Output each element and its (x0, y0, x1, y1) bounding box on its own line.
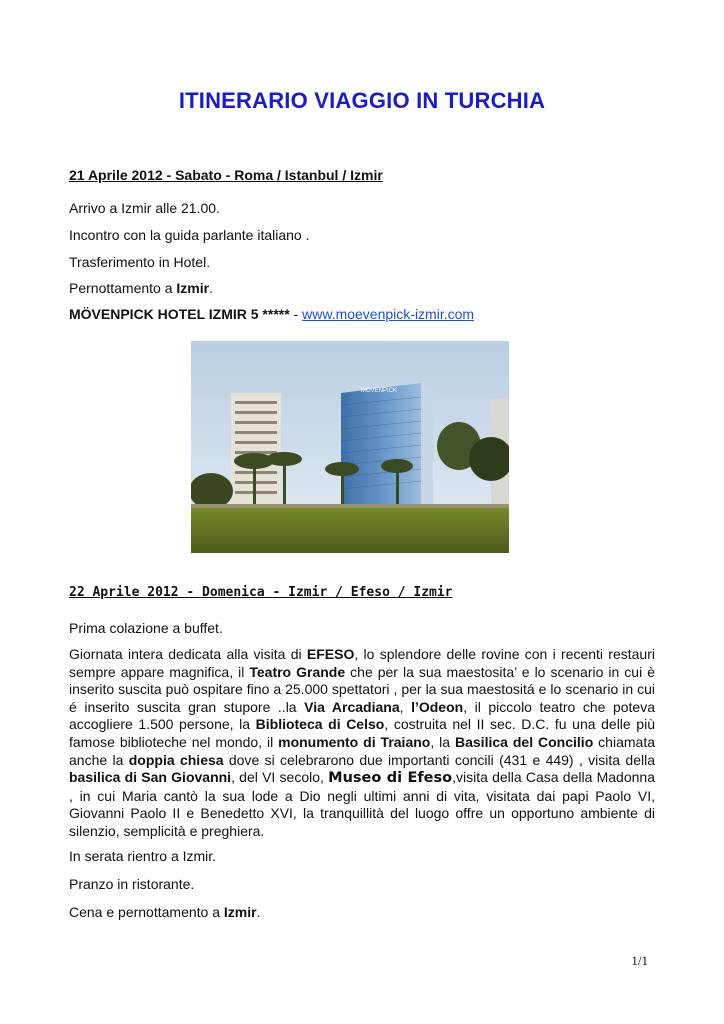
hotel-separator: - (289, 306, 303, 322)
day1-transfer: Trasferimento in Hotel. (69, 254, 211, 270)
day2-dinner-suffix: . (256, 904, 261, 920)
desc-monumento-traiano: monumento di Traiano (278, 733, 431, 750)
day1-overnight-prefix: Pernottamento a (69, 280, 177, 296)
day2-evening: In serata rientro a Izmir. (69, 848, 217, 864)
desc-museo-efeso: Museo di Efeso (328, 770, 453, 787)
desc-odeon: l’Odeon (411, 698, 464, 715)
desc-basilica-concilio: Basilica del Concilio (455, 733, 594, 750)
desc-text: Giornata intera dedicata alla visita di (69, 646, 307, 662)
hotel-name: MÖVENPICK HOTEL IZMIR 5 ***** (69, 306, 290, 322)
desc-biblioteca-celso: Biblioteca di Celso (255, 716, 385, 733)
desc-teatro-grande: Teatro Grande (249, 663, 346, 680)
desc-text: , lo splendore delle rovine con i recenti restauri sempre appare magnifica, il (69, 646, 655, 680)
desc-basilica-san-giovanni: basilica di San Giovanni (69, 769, 232, 786)
day1-overnight-city: Izmir (176, 280, 210, 296)
day2-lunch: Pranzo in ristorante. (69, 876, 195, 892)
desc-efeso: EFESO (306, 646, 355, 662)
desc-text: , il piccolo teatro che poteva accogliere 1.500 persone, la (69, 698, 655, 733)
desc-doppia-chiesa: doppia chiesa (128, 751, 224, 768)
hotel-website-link[interactable]: www.moevenpick-izmir.com (302, 306, 475, 322)
desc-text: chiamata anche la (69, 733, 655, 768)
desc-text: ,visita della Casa della Madonna , in cui Maria cantò la sua lode a Dio negli ultimi anni di vita, visitata dai papi Paolo VI, Giovanni Paolo II e Benedetto XVI, la tranquillità del luogo offre un opportuno ambiente di silenzio, semplicità e preghiera. (69, 769, 655, 839)
desc-text: , costruita nel II sec. D.C. fu una delle più famose biblioteche nel mondo, il (69, 716, 655, 750)
desc-text: dove si celebrarono due importanti concili (431 e 449) , visita della (223, 751, 655, 768)
page-number: 1/1 (631, 953, 648, 968)
hotel-line (69, 306, 474, 322)
day1-overnight-suffix: . (209, 280, 213, 296)
desc-text: che per la sua maestosita’ e lo scenario in cui è inserito suscita può ospitare fino a 25.000 spettatori , per la sua maestositá e lo scenario in cui é inserito suscita gran stupore ..la (69, 663, 655, 715)
day2-dinner-prefix: Cena e pernottamento a (69, 904, 224, 920)
day2-breakfast: Prima colazione a buffet. (69, 620, 223, 636)
day1-overnight (69, 280, 213, 296)
hotel-photo (191, 341, 509, 553)
page-title: ITINERARIO VIAGGIO IN TURCHIA (178, 88, 546, 113)
day2-dinner (69, 904, 260, 920)
day1-guide: Incontro con la guida parlante italiano . (69, 227, 310, 243)
desc-text: , (399, 698, 412, 715)
desc-text: , del VI secolo, (231, 769, 329, 786)
desc-via-arcadiana: Via Arcadiana (304, 698, 400, 715)
day1-header: 21 Aprile 2012 - Sabato - Roma / Istanbul / Izmir (69, 167, 383, 183)
day1-arrival: Arrivo a Izmir alle 21.00. (69, 200, 220, 216)
day2-dinner-city: Izmir (223, 904, 257, 920)
day2-description (69, 646, 655, 841)
desc-text: , la (430, 733, 455, 750)
hotel-sign: MÖVENPICK (360, 388, 398, 394)
day2-header: 22 Aprile 2012 - Domenica - Izmir / Efeso / Izmir (69, 585, 453, 600)
